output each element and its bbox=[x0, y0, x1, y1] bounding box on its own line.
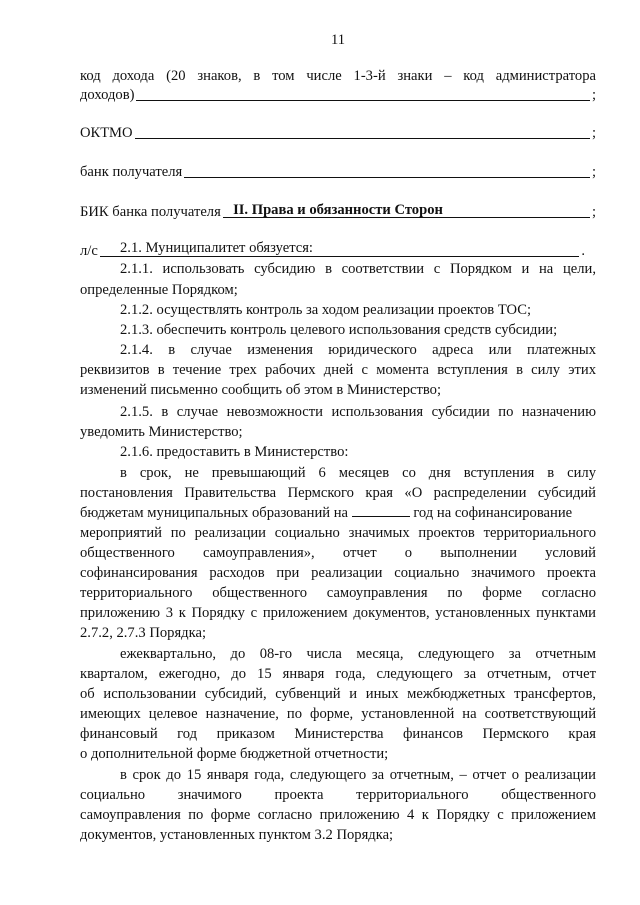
account-period: . bbox=[581, 243, 585, 259]
income-code-field bbox=[80, 85, 596, 105]
report-1-line-3-end: год на софинансирование bbox=[413, 505, 573, 521]
section-title: II. Права и обязанности Сторон bbox=[233, 202, 443, 218]
document-page bbox=[80, 0, 596, 905]
clause-2-1-2: 2.1.2. осуществлять контроль за ходом реализации проектов ТОС; bbox=[120, 302, 532, 318]
report-1-line-9: 2.7.2, 2.7.3 Порядка; bbox=[80, 625, 206, 641]
report-3-line-3: самоуправления по форме согласно приложению 4 к Порядку с приложением bbox=[80, 807, 596, 823]
clause-2-1: 2.1. Муниципалитет обязуется: bbox=[120, 240, 313, 256]
oktmo-label: ОКТМО bbox=[80, 125, 133, 141]
account-label: л/с bbox=[80, 243, 98, 259]
report-1-line-2: постановления Правительства Пермского края «О распределении субсидий bbox=[80, 485, 596, 501]
report-2-line-3: об использовании субсидий, субвенций и иных межбюджетных трансфертов, bbox=[80, 686, 596, 702]
bank-semicolon: ; bbox=[591, 164, 596, 180]
clause-2-1-4-line-2: реквизитов в течение трех рабочих дней с момента вступления в силу этих bbox=[80, 362, 596, 378]
report-1-line-3-start: бюджетам муниципальных образований на bbox=[80, 505, 348, 521]
oktmo-blank bbox=[135, 137, 590, 139]
report-1-line-6: софинансирования расходов при реализации социально значимого проекта bbox=[80, 565, 596, 581]
report-1-line-7: территориального общественного самоуправления по форме согласно bbox=[80, 585, 596, 601]
bank-blank bbox=[184, 176, 590, 178]
income-code-blank bbox=[136, 99, 589, 101]
income-code-line-1: код дохода (20 знаков, в том числе 1-3-й знаки – код администратора bbox=[80, 68, 596, 84]
report-2-line-4: имеющих целевое назначение, по форме, установленной на соответствующий bbox=[80, 706, 596, 722]
bik-semicolon: ; bbox=[591, 204, 596, 220]
oktmo-semicolon: ; bbox=[591, 125, 596, 141]
report-3-line-1: в срок до 15 января года, следующего за отчетным, – отчет о реализации bbox=[120, 767, 596, 783]
report-2-line-1: ежеквартально, до 08-го числа месяца, следующего за отчетным bbox=[120, 646, 596, 662]
report-2-line-2: кварталом, ежегодно, до 15 января года, следующего за отчетным, отчет bbox=[80, 666, 596, 682]
report-1-line-5: общественного самоуправления», отчет о выполнении условий bbox=[80, 545, 596, 561]
report-2-line-5: финансовый год приказом Министерства финансов Пермского края bbox=[80, 726, 596, 742]
report-1-line-3 bbox=[80, 503, 596, 523]
bik-label: БИК банка получателя bbox=[80, 204, 221, 220]
clause-2-1-5-line-1: 2.1.5. в случае невозможности использования субсидии по назначению bbox=[120, 404, 596, 420]
oktmo-field bbox=[80, 123, 596, 143]
report-2-line-6: о дополнительной форме бюджетной отчетности; bbox=[80, 746, 389, 762]
page-number: 11 bbox=[330, 32, 346, 48]
clause-2-1-5-line-2: уведомить Министерство; bbox=[80, 424, 243, 440]
report-1-line-4: мероприятий по реализации социально значимых проектов территориального bbox=[80, 525, 596, 541]
report-3-line-4: документов, установленных пунктом 3.2 Порядка; bbox=[80, 827, 394, 843]
bank-label: банк получателя bbox=[80, 164, 183, 180]
clause-2-1-3: 2.1.3. обеспечить контроль целевого использования средств субсидии; bbox=[120, 322, 558, 338]
clause-2-1-4-line-1: 2.1.4. в случае изменения юридического адреса или платежных bbox=[120, 342, 596, 358]
clause-2-1-1-line-2: определенные Порядком; bbox=[80, 282, 238, 298]
clause-2-1-1-line-1: 2.1.1. использовать субсидию в соответствии с Порядком и на цели, bbox=[120, 261, 596, 277]
clause-2-1-4-line-3: изменений письменно сообщить об этом в Министерство; bbox=[80, 382, 441, 398]
income-code-semicolon: ; bbox=[591, 87, 596, 103]
bank-field bbox=[80, 162, 596, 182]
income-code-label: доходов) bbox=[80, 87, 135, 103]
year-blank bbox=[352, 504, 410, 517]
clause-2-1-6: 2.1.6. предоставить в Министерство: bbox=[120, 444, 349, 460]
report-3-line-2: социально значимого проекта территориального общественного bbox=[80, 787, 596, 803]
report-1-line-8: приложению 3 к Порядку с приложением документов, установленных пунктами bbox=[80, 605, 596, 621]
report-1-line-1: в срок, не превышающий 6 месяцев со дня вступления в силу bbox=[120, 465, 596, 481]
